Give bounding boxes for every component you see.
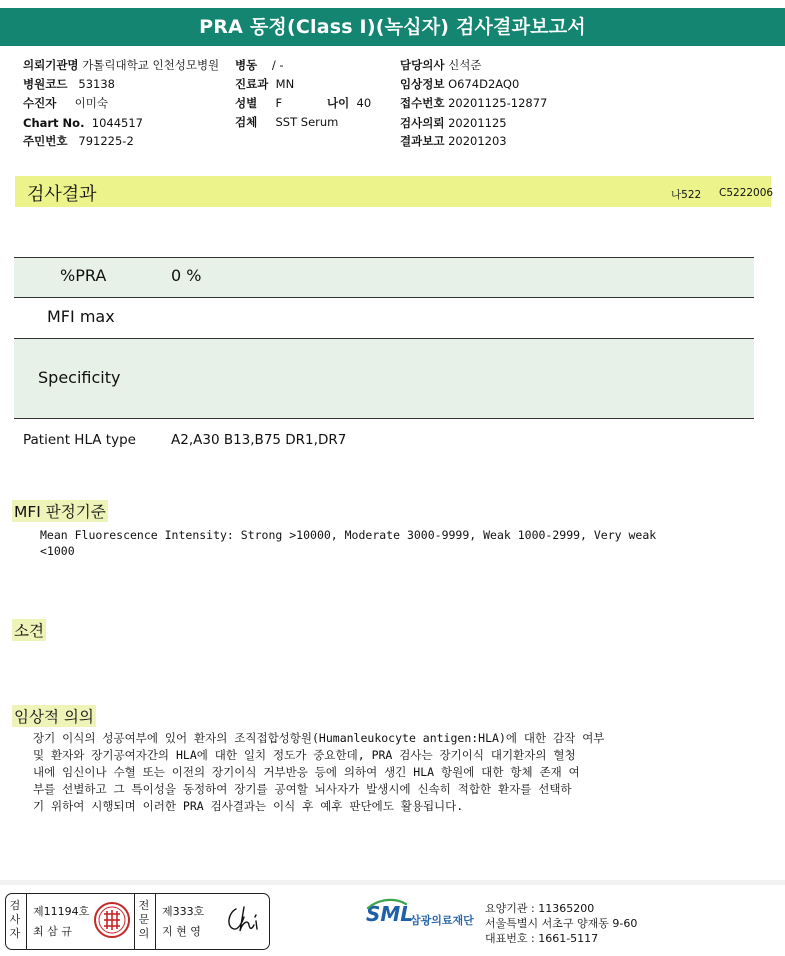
result-title: 검사결과 [27, 184, 97, 205]
divider [155, 894, 156, 949]
mfi-criteria-heading: MFI 판정기준 [12, 500, 108, 522]
examiner-name: 최 삼 규 [33, 925, 72, 938]
mfi-criteria-text-2: <1000 [40, 544, 75, 558]
info-doctor: 담당의사 신석준 [400, 58, 482, 72]
institution-code: 요양기관 : 11365200 [485, 902, 595, 915]
result-header-bar [15, 176, 774, 207]
signature-icon [224, 903, 262, 935]
info-hospital-code: 병원코드 53138 [23, 77, 115, 91]
significance-line: 기 위하여 시행되며 이러한 PRA 검사결과는 이식 후 예후 판단에도 활용됩니다. [33, 799, 464, 813]
info-sex: 성별 F [235, 96, 283, 110]
info-dept: 진료과 MN [235, 77, 295, 91]
foundation-name: 삼광의료재단 [410, 914, 474, 927]
info-receipt: 접수번호 20201125-12877 [400, 96, 548, 110]
info-id: 주민번호 791225-2 [23, 134, 134, 148]
specialist-vertical-label: 전 문 의 [138, 899, 150, 940]
sml-logo: SML [366, 902, 414, 926]
info-ward: 병동 / - [235, 58, 284, 72]
result-code-1: 나522 [671, 189, 702, 201]
hla-value: A2,A30 B13,B75 DR1,DR7 [171, 432, 347, 448]
examiner-license: 제11194호 [33, 905, 90, 918]
specificity-label: Specificity [38, 368, 121, 387]
result-code-2: C5222006 [719, 187, 774, 199]
opinion-heading: 소견 [12, 619, 46, 641]
phone: 대표번호 : 1661-5117 [485, 932, 599, 945]
info-clinical: 임상정보 O674D2AQ0 [400, 77, 520, 91]
logo-swoosh-icon [366, 898, 408, 910]
significance-line: 내에 임신이나 수혈 또는 이전의 장기이식 거부반응 등에 의하여 생긴 HLA 항원에 대한 항체 존재 여 [33, 765, 580, 779]
hla-label: Patient HLA type [23, 432, 136, 448]
pra-label: %PRA [60, 266, 107, 285]
info-institution: 의뢰기관명 가톨릭대학교 인천성모병원 [23, 58, 220, 72]
pra-value: 0 % [171, 266, 202, 285]
specificity-row [14, 339, 754, 418]
table-line [14, 297, 754, 298]
examiner-vertical-label: 검 사 자 [9, 899, 21, 940]
info-patient: 수진자 이미숙 [23, 96, 108, 110]
significance-heading: 임상적 의의 [12, 705, 96, 727]
footer-divider [0, 880, 785, 885]
significance-line: 및 환자와 장기공여자간의 HLA에 대한 일치 정도가 중요한데, PRA 검사는 장기이식 대기환자의 혈청 [33, 748, 576, 762]
mfi-max-label: MFI max [47, 307, 115, 326]
report-title: PRA 동정(Class I)(녹십자) 검사결과보고서 [0, 8, 785, 46]
specialist-name: 지 현 영 [162, 925, 201, 938]
info-request: 검사의뢰 20201125 [400, 116, 507, 130]
significance-line: 부를 선별하고 그 특이성을 동정하여 장기를 공여할 뇌사자가 발생시에 신속히 적합한 환자를 선택하 [33, 782, 572, 796]
info-chart: Chart No. 1044517 [23, 116, 143, 130]
pra-row [14, 258, 754, 297]
specialist-license: 제333호 [162, 905, 205, 918]
divider [134, 894, 135, 949]
info-age: 나이 40 [327, 96, 372, 110]
table-line [14, 418, 754, 419]
divider [26, 894, 27, 949]
info-report: 결과보고 20201203 [400, 134, 507, 148]
significance-line: 장기 이식의 성공여부에 있어 환자의 조직접합성항원(Humanleukocyte antigen:HLA)에 대한 감작 여부 [33, 731, 605, 745]
mfi-criteria-text-1: Mean Fluorescence Intensity: Strong >10000, Moderate 3000-9999, Weak 1000-2999, Very weak [40, 528, 657, 542]
address: 서울특별시 서초구 양재동 9-60 [485, 917, 638, 930]
info-specimen: 검체 SST Serum [235, 115, 339, 129]
seal-stamp-icon [93, 901, 131, 939]
